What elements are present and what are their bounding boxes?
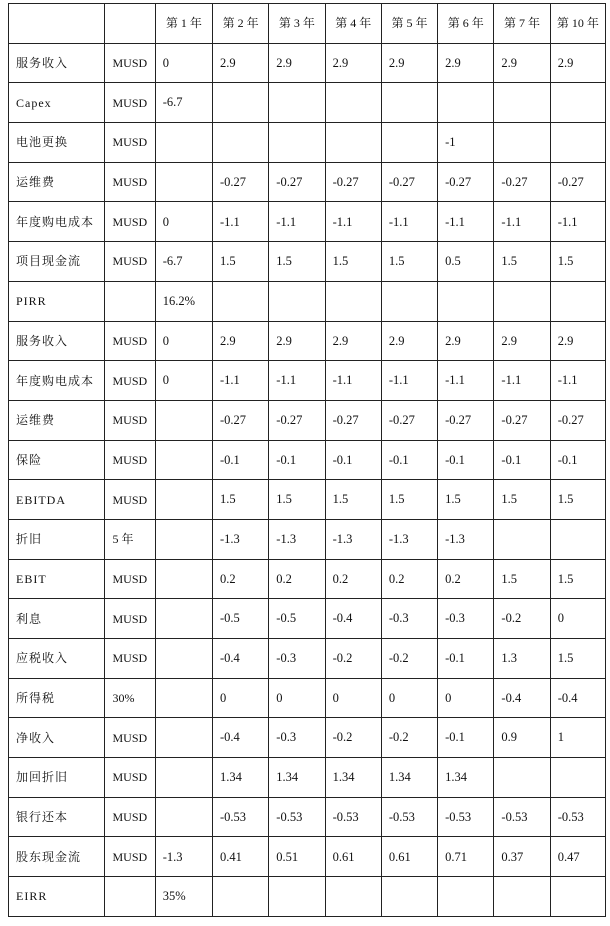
value-cell: [269, 83, 325, 123]
value-cell: -1.1: [381, 202, 437, 242]
value-cell: 2.9: [325, 321, 381, 361]
value-cell: [494, 281, 550, 321]
value-cell: -0.53: [494, 797, 550, 837]
value-cell: -0.2: [381, 718, 437, 758]
value-cell: 0.2: [213, 559, 269, 599]
value-cell: [155, 678, 212, 718]
value-cell: -0.53: [269, 797, 325, 837]
table-row: [9, 202, 606, 242]
value-cell: [325, 123, 381, 163]
row-label: 运维费: [9, 162, 105, 202]
value-cell: -0.1: [325, 440, 381, 480]
row-label: 电池更换: [9, 123, 105, 163]
value-cell: [381, 123, 437, 163]
value-cell: 0.2: [438, 559, 494, 599]
value-cell: [325, 83, 381, 123]
value-cell: -0.53: [550, 797, 605, 837]
value-cell: 1.5: [381, 242, 437, 282]
value-cell: 0: [550, 599, 605, 639]
value-cell: -0.1: [494, 440, 550, 480]
table-row: [9, 678, 606, 718]
value-cell: 0.2: [269, 559, 325, 599]
table-row: [9, 281, 606, 321]
table-row: [9, 321, 606, 361]
value-cell: [494, 83, 550, 123]
value-cell: -0.2: [494, 599, 550, 639]
value-cell: -1.1: [438, 361, 494, 401]
value-cell: 2.9: [269, 321, 325, 361]
value-cell: -6.7: [155, 242, 212, 282]
row-label: 所得税: [9, 678, 105, 718]
value-cell: -1: [438, 123, 494, 163]
header-year: 第 7 年: [494, 4, 550, 44]
value-cell: 2.9: [438, 321, 494, 361]
value-cell: 1.5: [550, 559, 605, 599]
row-label: Capex: [9, 83, 105, 123]
row-unit: MUSD: [105, 559, 155, 599]
value-cell: -0.53: [213, 797, 269, 837]
value-cell: 1.3: [494, 639, 550, 679]
row-unit: 5 年: [105, 519, 155, 559]
value-cell: -1.3: [155, 837, 212, 877]
value-cell: [494, 123, 550, 163]
value-cell: -0.53: [325, 797, 381, 837]
value-cell: [155, 519, 212, 559]
value-cell: -0.27: [325, 162, 381, 202]
value-cell: [381, 281, 437, 321]
value-cell: 1.5: [494, 480, 550, 520]
value-cell: 0.41: [213, 837, 269, 877]
value-cell: -0.1: [213, 440, 269, 480]
table-row: [9, 440, 606, 480]
value-cell: 0: [269, 678, 325, 718]
value-cell: -1.1: [325, 202, 381, 242]
value-cell: -0.4: [550, 678, 605, 718]
value-cell: [269, 877, 325, 917]
value-cell: [155, 480, 212, 520]
value-cell: 2.9: [494, 321, 550, 361]
table-row: [9, 123, 606, 163]
value-cell: 0.71: [438, 837, 494, 877]
value-cell: 0: [155, 321, 212, 361]
value-cell: -0.27: [494, 162, 550, 202]
row-unit: MUSD: [105, 440, 155, 480]
value-cell: [155, 123, 212, 163]
value-cell: -0.1: [438, 639, 494, 679]
header-year: 第 1 年: [155, 4, 212, 44]
table-body: [9, 43, 606, 916]
value-cell: -1.3: [325, 519, 381, 559]
row-unit: MUSD: [105, 242, 155, 282]
value-cell: 1.5: [325, 242, 381, 282]
value-cell: -1.1: [269, 202, 325, 242]
table-row: [9, 559, 606, 599]
value-cell: [213, 83, 269, 123]
value-cell: -0.27: [438, 400, 494, 440]
value-cell: [155, 559, 212, 599]
row-unit: MUSD: [105, 321, 155, 361]
value-cell: 1.34: [213, 758, 269, 798]
value-cell: 0: [438, 678, 494, 718]
value-cell: -1.3: [438, 519, 494, 559]
value-cell: 0: [155, 361, 212, 401]
value-cell: 0.47: [550, 837, 605, 877]
value-cell: -0.27: [381, 400, 437, 440]
table-row: [9, 718, 606, 758]
row-label: 保险: [9, 440, 105, 480]
header-year: 第 10 年: [550, 4, 605, 44]
row-unit: MUSD: [105, 400, 155, 440]
value-cell: [381, 83, 437, 123]
value-cell: 1.5: [325, 480, 381, 520]
value-cell: 0: [325, 678, 381, 718]
value-cell: [155, 758, 212, 798]
value-cell: 1.5: [438, 480, 494, 520]
value-cell: 1.34: [269, 758, 325, 798]
value-cell: [213, 281, 269, 321]
row-unit: MUSD: [105, 123, 155, 163]
value-cell: [269, 281, 325, 321]
value-cell: -0.27: [381, 162, 437, 202]
table-row: [9, 519, 606, 559]
row-unit: MUSD: [105, 43, 155, 83]
value-cell: 1.5: [550, 242, 605, 282]
value-cell: -0.27: [550, 162, 605, 202]
value-cell: -6.7: [155, 83, 212, 123]
value-cell: [438, 83, 494, 123]
row-label: 项目现金流: [9, 242, 105, 282]
value-cell: 0.2: [325, 559, 381, 599]
table-row: [9, 361, 606, 401]
value-cell: -0.1: [550, 440, 605, 480]
row-label: 应税收入: [9, 639, 105, 679]
row-label: EIRR: [9, 877, 105, 917]
value-cell: 0: [213, 678, 269, 718]
value-cell: 2.9: [325, 43, 381, 83]
value-cell: [494, 758, 550, 798]
value-cell: -0.53: [381, 797, 437, 837]
value-cell: [213, 123, 269, 163]
row-unit: MUSD: [105, 758, 155, 798]
value-cell: [213, 877, 269, 917]
value-cell: -0.27: [269, 162, 325, 202]
table-row: [9, 242, 606, 282]
header-row: [9, 4, 606, 44]
value-cell: 1.34: [325, 758, 381, 798]
value-cell: -0.27: [269, 400, 325, 440]
row-unit: 30%: [105, 678, 155, 718]
value-cell: [155, 440, 212, 480]
row-unit: [105, 877, 155, 917]
value-cell: -0.1: [269, 440, 325, 480]
value-cell: [155, 639, 212, 679]
row-label: 利息: [9, 599, 105, 639]
value-cell: [550, 758, 605, 798]
value-cell: 0: [155, 43, 212, 83]
value-cell: -0.4: [213, 718, 269, 758]
value-cell: -1.1: [325, 361, 381, 401]
value-cell: -1.1: [213, 361, 269, 401]
value-cell: [155, 797, 212, 837]
value-cell: -0.2: [381, 639, 437, 679]
row-label: 净收入: [9, 718, 105, 758]
value-cell: 1.34: [381, 758, 437, 798]
row-label: 股东现金流: [9, 837, 105, 877]
row-unit: [105, 281, 155, 321]
table-row: [9, 877, 606, 917]
value-cell: 1.34: [438, 758, 494, 798]
value-cell: 1.5: [213, 242, 269, 282]
value-cell: 0.2: [381, 559, 437, 599]
header-year: 第 4 年: [325, 4, 381, 44]
value-cell: [550, 519, 605, 559]
value-cell: 0.5: [438, 242, 494, 282]
table-row: [9, 639, 606, 679]
value-cell: -0.27: [438, 162, 494, 202]
value-cell: -0.1: [381, 440, 437, 480]
value-cell: [438, 281, 494, 321]
value-cell: [155, 599, 212, 639]
value-cell: 2.9: [550, 321, 605, 361]
value-cell: -0.27: [325, 400, 381, 440]
financial-table: [8, 3, 606, 917]
value-cell: -1.1: [438, 202, 494, 242]
value-cell: -1.1: [269, 361, 325, 401]
row-label: 年度购电成本: [9, 202, 105, 242]
value-cell: 2.9: [494, 43, 550, 83]
table-row: [9, 480, 606, 520]
header-year: 第 2 年: [213, 4, 269, 44]
row-label: PIRR: [9, 281, 105, 321]
row-unit: MUSD: [105, 480, 155, 520]
value-cell: [155, 162, 212, 202]
value-cell: -0.1: [438, 440, 494, 480]
value-cell: 1: [550, 718, 605, 758]
value-cell: 0: [381, 678, 437, 718]
row-unit: MUSD: [105, 83, 155, 123]
value-cell: [494, 877, 550, 917]
value-cell: -0.4: [325, 599, 381, 639]
value-cell: [550, 877, 605, 917]
value-cell: -0.1: [438, 718, 494, 758]
value-cell: 2.9: [269, 43, 325, 83]
row-unit: MUSD: [105, 599, 155, 639]
value-cell: -1.3: [213, 519, 269, 559]
value-cell: -0.2: [325, 639, 381, 679]
table-row: [9, 758, 606, 798]
value-cell: 0.61: [381, 837, 437, 877]
value-cell: 0: [155, 202, 212, 242]
row-label: 服务收入: [9, 321, 105, 361]
row-unit: MUSD: [105, 797, 155, 837]
row-label: EBIT: [9, 559, 105, 599]
row-unit: MUSD: [105, 202, 155, 242]
value-cell: [550, 123, 605, 163]
row-label: 服务收入: [9, 43, 105, 83]
value-cell: 1.5: [269, 242, 325, 282]
row-label: 年度购电成本: [9, 361, 105, 401]
value-cell: 1.5: [494, 242, 550, 282]
value-cell: 0.9: [494, 718, 550, 758]
value-cell: 1.5: [381, 480, 437, 520]
value-cell: 2.9: [213, 43, 269, 83]
row-unit: MUSD: [105, 718, 155, 758]
value-cell: -0.3: [381, 599, 437, 639]
table-row: [9, 400, 606, 440]
value-cell: [269, 123, 325, 163]
value-cell: [381, 877, 437, 917]
value-cell: [155, 400, 212, 440]
table-row: [9, 162, 606, 202]
value-cell: [550, 281, 605, 321]
value-cell: 1.5: [550, 480, 605, 520]
table-row: [9, 837, 606, 877]
value-cell: 1.5: [213, 480, 269, 520]
table-row: [9, 43, 606, 83]
value-cell: 1.5: [494, 559, 550, 599]
value-cell: -0.53: [438, 797, 494, 837]
value-cell: 2.9: [438, 43, 494, 83]
row-unit: MUSD: [105, 361, 155, 401]
value-cell: -1.3: [381, 519, 437, 559]
value-cell: 35%: [155, 877, 212, 917]
row-label: 运维费: [9, 400, 105, 440]
value-cell: [494, 519, 550, 559]
value-cell: 2.9: [213, 321, 269, 361]
value-cell: -0.5: [269, 599, 325, 639]
value-cell: 0.61: [325, 837, 381, 877]
value-cell: -0.27: [213, 162, 269, 202]
value-cell: -0.3: [269, 639, 325, 679]
header-year: 第 6 年: [438, 4, 494, 44]
value-cell: 2.9: [381, 321, 437, 361]
value-cell: -1.3: [269, 519, 325, 559]
header-year: 第 3 年: [269, 4, 325, 44]
value-cell: -0.27: [550, 400, 605, 440]
value-cell: 0.51: [269, 837, 325, 877]
row-unit: MUSD: [105, 162, 155, 202]
table-row: [9, 797, 606, 837]
value-cell: -1.1: [550, 202, 605, 242]
value-cell: 2.9: [550, 43, 605, 83]
value-cell: -1.1: [494, 202, 550, 242]
value-cell: [438, 877, 494, 917]
value-cell: -0.2: [325, 718, 381, 758]
value-cell: -1.1: [213, 202, 269, 242]
value-cell: -0.4: [494, 678, 550, 718]
value-cell: -0.4: [213, 639, 269, 679]
row-label: 银行还本: [9, 797, 105, 837]
row-label: EBITDA: [9, 480, 105, 520]
row-unit: MUSD: [105, 639, 155, 679]
value-cell: [325, 281, 381, 321]
value-cell: 16.2%: [155, 281, 212, 321]
value-cell: [550, 83, 605, 123]
header-blank-unit: [105, 4, 155, 44]
value-cell: [155, 718, 212, 758]
value-cell: -0.3: [438, 599, 494, 639]
value-cell: -0.3: [269, 718, 325, 758]
value-cell: 2.9: [381, 43, 437, 83]
row-label: 折旧: [9, 519, 105, 559]
value-cell: -0.27: [213, 400, 269, 440]
row-label: 加回折旧: [9, 758, 105, 798]
value-cell: -0.27: [494, 400, 550, 440]
table-row: [9, 599, 606, 639]
header-year: 第 5 年: [381, 4, 437, 44]
row-unit: MUSD: [105, 837, 155, 877]
value-cell: -1.1: [381, 361, 437, 401]
value-cell: 1.5: [550, 639, 605, 679]
value-cell: [325, 877, 381, 917]
value-cell: 0.37: [494, 837, 550, 877]
value-cell: -0.5: [213, 599, 269, 639]
value-cell: 1.5: [269, 480, 325, 520]
header-blank-label: [9, 4, 105, 44]
value-cell: -1.1: [494, 361, 550, 401]
table-row: [9, 83, 606, 123]
value-cell: -1.1: [550, 361, 605, 401]
